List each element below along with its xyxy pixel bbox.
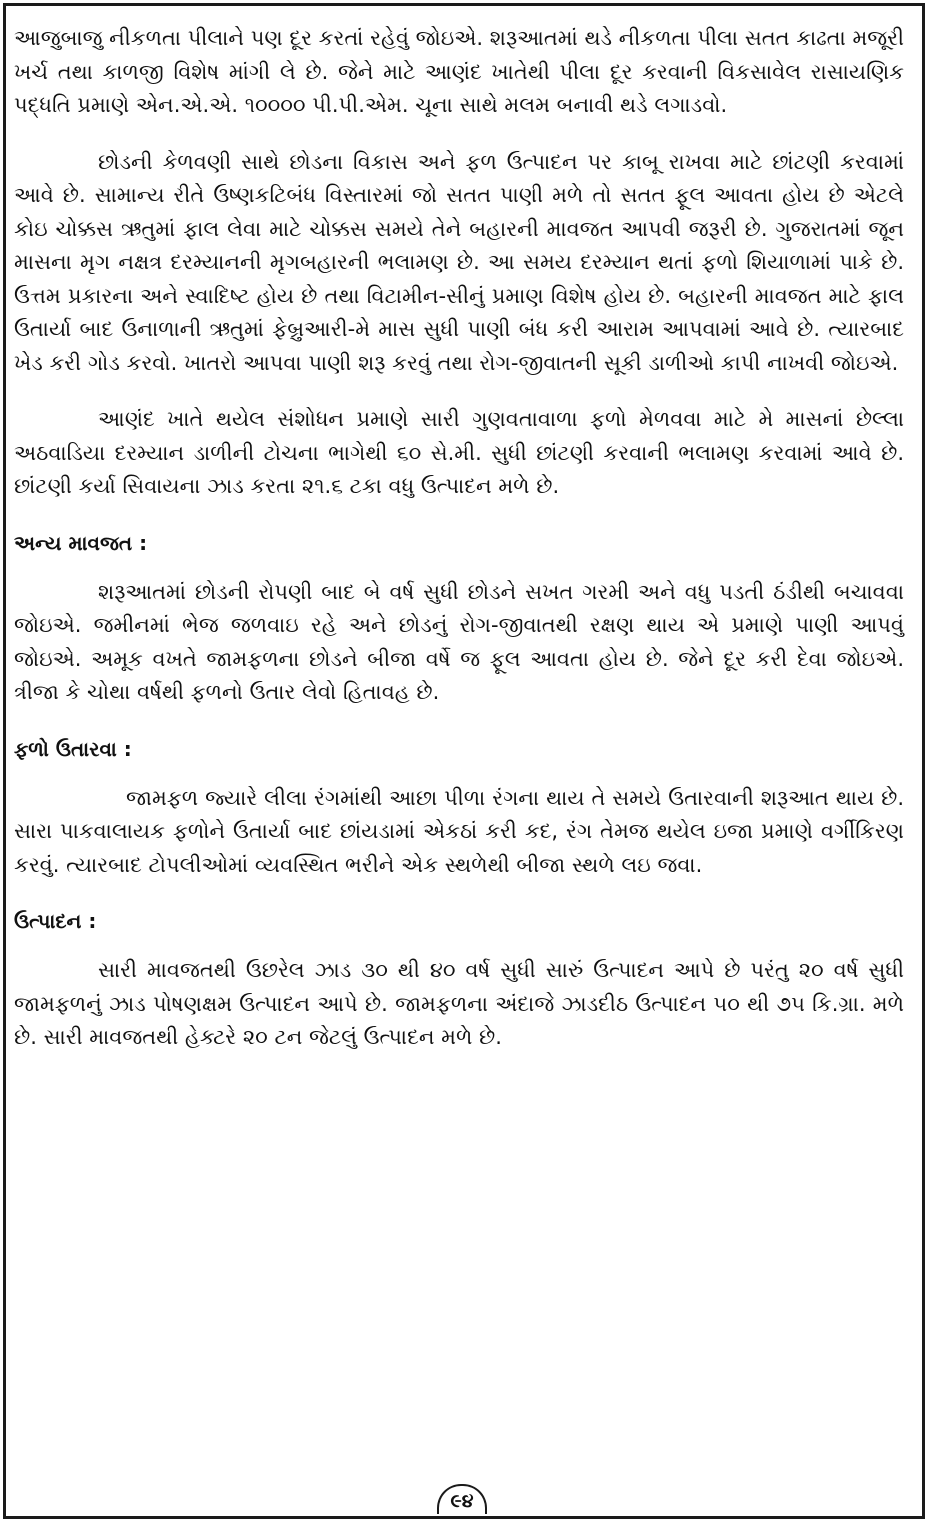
paragraph-sucker-removal: આજુબાજુ નીકળતા પીલાને પણ દૂર કરતાં રહેવું જોઇએ. શરૂઆતમાં થડે નીકળતા પીલા સતત કાઢતા મજૂરી ખર્ચ તથા કાળજી વિશેષ માંગી લે છે. જેને માટે આણંદ ખાતેથી પીલા દૂર કરવાની વિકસાવેલ રાસાયણિક પદ્ધતિ પ્રમાણે એન.એ.એ. ૧૦૦૦૦ પી.પી.એમ. ચૂના સાથે મલમ બનાવી થડે લગાડવો. [14,26,904,117]
paragraph-harvesting: જામફળ જ્યારે લીલા રંગમાંથી આછા પીળા રંગના થાય તે સમયે ઉતારવાની શરૂઆત થાય છે. સારા પાકવાલાયક ફળોને ઉતાર્યા બાદ છાંયડામાં એકઠાં કરી કદ, રંગ તેમજ થયેલ ઇજા પ્રમાણે વર્ગીકિરણ કરવું. ત્યારબાદ ટોપલીઓમાં વ્યવસ્થિત ભરીને એક સ્થળેથી બીજા સ્થળે લઇ જવા. [14,785,904,877]
heading-production: ઉત્પાદન : [14,909,97,933]
paragraph-pruning-research: આણંદ ખાતે થયેલ સંશોધન પ્રમાણે સારી ગુણવતાવાળા ફળો મેળવવા માટે મે માસનાં છેલ્લા અઠવાડિયા દરમ્યાન ડાળીની ટોચના ભાગેથી ૬૦ સે.મી. સુધી છાંટણી કરવાની ભલામણ કરવામાં આવે છે. છાંટણી કર્યા સિવાયના ઝાડ કરતા ૨૧.૬ ટકા વધુ ઉત્પાદન મળે છે. [14,407,904,498]
paragraph-pruning-training: છોડની કેળવણી સાથે છોડના વિકાસ અને ફળ ઉત્પાદન પર કાબૂ રાખવા માટે છાંટણી કરવામાં આવે છે. સામાન્ય રીતે ઉષ્ણકટિબંધ વિસ્તારમાં જો સતત પાણી મળે તો સતત ફૂલ આવતા હોય છે એટલે કોઇ ચોક્કસ ઋતુમાં ફાલ લેવા માટે ચોક્કસ સમયે તેને બહારની માવજત આપવી જરૂરી છે. ગુજરાતમાં જૂન માસના મૃગ નક્ષત્ર દરમ્યાનની મૃગબહારની ભલામણ છે. આ સમય દરમ્યાન થતાં ફળો શિયાળામાં પાકે છે. ઉત્તમ પ્રકારના અને સ્વાદિષ્ટ હોય છે તથા વિટામીન-સીનું પ્રમાણ વિશેષ હોય છે. બહારની માવજત માટે ફાલ ઉતાર્યા બાદ ઉનાળાની ઋતુમાં ફેબ્રુઆરી-મે માસ સુધી પાણી બંધ કરી આરામ આપવામાં આવે છે. ત્યારબાદ ખેડ કરી ગોડ કરવો. ખાતરો આપવા પાણી શરૂ કરવું તથા રોગ-જીવાતની સૂકી ડાળીઓ કાપી નાખવી જોઇએ. [14,149,904,375]
paragraph-production: સારી માવજતથી ઉછરેલ ઝાડ ૩૦ થી ૪૦ વર્ષ સુધી સારું ઉત્પાદન આપે છે પરંતુ ૨૦ વર્ષ સુધી જામફળનું ઝાડ પોષણક્ષમ ઉત્પાદન આપે છે. જામફળના અંદાજે ઝાડદીઠ ઉત્પાદન ૫૦ થી ૭૫ કિ.ગ્રા. મળે છે. સારી માવજતથી હેક્ટરે ૨૦ ટન જેટલું ઉત્પાદન મળે છે. [14,958,904,1049]
document-body [14,22,904,1078]
heading-harvesting: ફળો ઉતારવા : [14,736,132,761]
paragraph-other-care: શરૂઆતમાં છોડની રોપણી બાદ બે વર્ષ સુધી છોડને સખત ગરમી અને વધુ પડતી ઠંડીથી બચાવવા જોઇએ. જમીનમાં ભેજ જળવાઇ રહે અને છોડનું રોગ-જીવાતથી રક્ષણ થાય એ પ્રમાણે પાણી આપવું જોઇએ. અમૂક વખતે જામફળના છોડને બીજા વર્ષે જ ફૂલ આવતા હોય છે. જેને દૂર કરી દેવા જોઇએ. ત્રીજા કે ચોથા વર્ષથી ફળનો ઉતાર લેવો હિતાવહ છે. [14,579,904,704]
heading-other-care: અન્ય માવજત : [14,530,148,555]
page-number: ૯૪ [437,1484,487,1514]
